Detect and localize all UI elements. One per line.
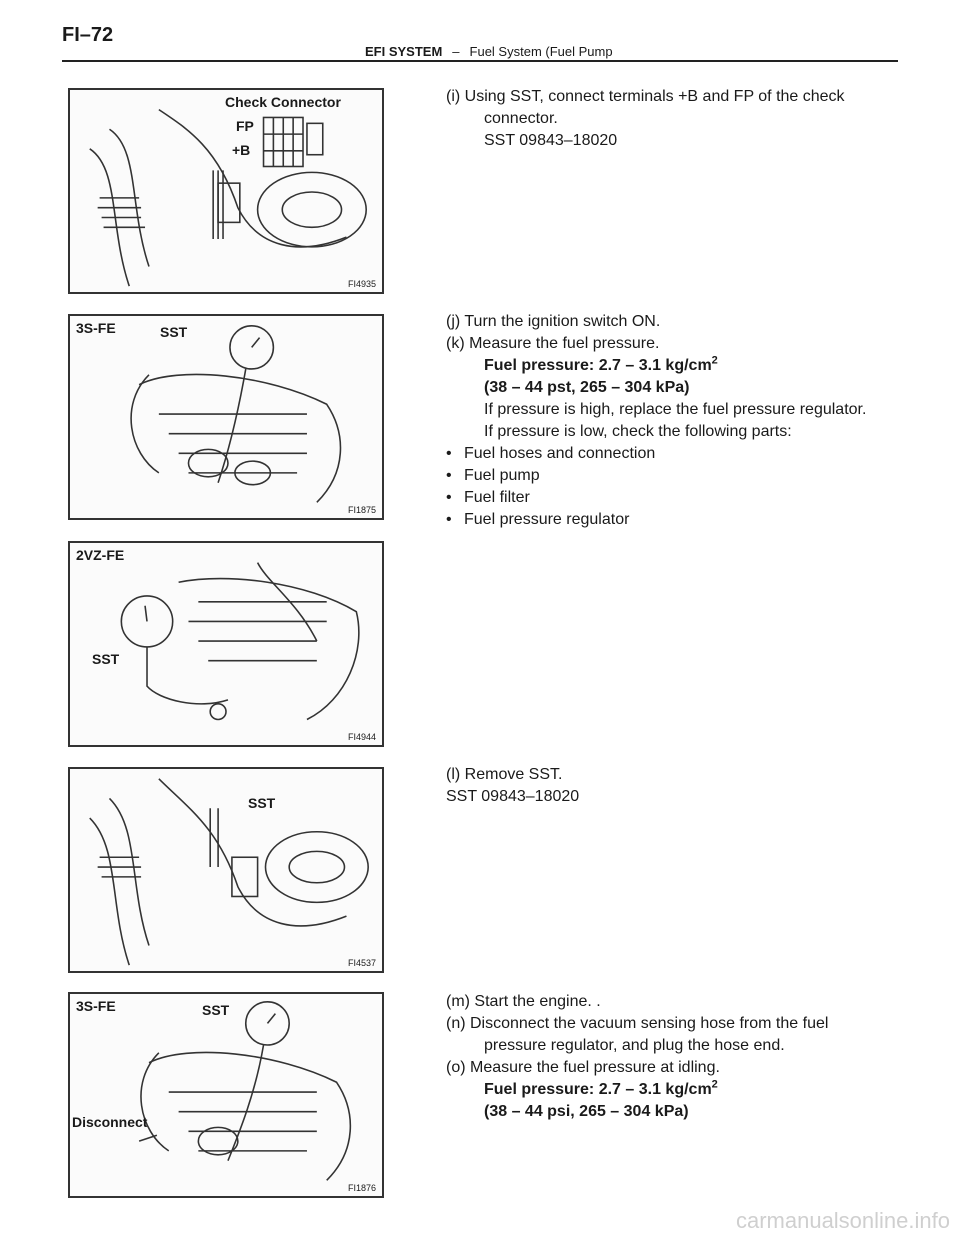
step-o-text: (o) Measure the fuel pressure at idling. (446, 1059, 720, 1076)
part-item (446, 487, 896, 509)
step-l-sst: SST 09843–18020 (446, 788, 580, 805)
figure-code: FI4935 (347, 279, 376, 289)
step-k-spec-value: Fuel pressure: 2.7 – 3.1 kg/cm (484, 357, 712, 374)
figure-3sfe-gauge (68, 314, 384, 520)
step-o-spec-value: Fuel pressure: 2.7 – 3.1 kg/cm (484, 1081, 712, 1098)
part-item-text: Fuel hoses and connection (464, 445, 656, 462)
step-m-text: (m) Start the engine. . (446, 993, 601, 1010)
step-k-high: If pressure is high, replace the fuel pressure regulator. (484, 401, 867, 418)
figure-3sfe-gauge-drawing (70, 316, 382, 518)
section-subtitle: Fuel System (Fuel Pump (469, 44, 613, 59)
steps-m-o (446, 991, 896, 1123)
figure-check-connector-drawing (70, 90, 382, 292)
step-o-spec-exponent: 2 (711, 1078, 718, 1091)
part-item (446, 443, 896, 465)
step-k-spec-exponent: 2 (711, 354, 718, 367)
step-j-text: (j) Turn the ignition switch ON. (446, 313, 661, 330)
step-k-low: If pressure is low, check the following parts: (484, 423, 792, 440)
step-i-sst: SST 09843–18020 (484, 132, 618, 149)
step-k-text: (k) Measure the fuel pressure. (446, 335, 660, 352)
label-fp: FP (236, 118, 254, 134)
label-check-connector: Check Connector (225, 94, 341, 110)
label-sst: SST (202, 1002, 230, 1018)
part-item-text: Fuel pump (464, 467, 540, 484)
step-k-spec (446, 355, 896, 377)
figure-code: FI4537 (347, 958, 376, 968)
label-engine-3sfe: 3S-FE (76, 320, 116, 336)
label-sst: SST (92, 651, 120, 667)
watermark: carmanualsonline.info (735, 1208, 950, 1233)
step-n-text-cont: pressure regulator, and plug the hose end. (484, 1037, 785, 1054)
label-plus-b: +B (232, 142, 251, 158)
figure-code: FI4944 (347, 732, 376, 742)
label-engine-3sfe: 3S-FE (76, 998, 116, 1014)
figure-code: FI1876 (347, 1183, 376, 1193)
figure-2vzfe-gauge (68, 541, 384, 747)
steps-j-k (446, 311, 896, 531)
step-o-spec (446, 1079, 896, 1101)
label-sst: SST (160, 324, 188, 340)
step-k-spec-alt: (38 – 44 pst, 265 – 304 kPa) (484, 379, 690, 396)
bullet-dot: • (446, 467, 452, 484)
figure-code: FI1875 (347, 505, 376, 515)
figure-check-connector (68, 88, 384, 294)
step-l-text: (l) Remove SST. (446, 766, 563, 783)
label-sst: SST (248, 795, 276, 811)
page-number: FI–72 (62, 24, 114, 46)
bullet-dot: • (446, 445, 452, 462)
step-l (446, 764, 896, 808)
section-name: EFI SYSTEM (365, 44, 443, 59)
step-n-text: (n) Disconnect the vacuum sensing hose from the fuel (446, 1015, 829, 1032)
figure-3sfe-disconnect (68, 992, 384, 1198)
step-i (446, 86, 896, 152)
step-i-text: (i) Using SST, connect terminals +B and FP of the check (446, 88, 845, 105)
header-separator: – (452, 44, 460, 59)
figure-remove-sst-drawing (70, 769, 382, 971)
label-disconnect: Disconnect (72, 1114, 148, 1130)
part-item (446, 509, 896, 531)
label-engine-2vzfe: 2VZ-FE (76, 547, 125, 563)
figure-2vzfe-gauge-drawing (70, 543, 382, 745)
header-title (365, 44, 613, 59)
bullet-dot: • (446, 489, 452, 506)
part-item-text: Fuel filter (464, 489, 530, 506)
figure-remove-sst (68, 767, 384, 973)
step-o-spec-alt: (38 – 44 psi, 265 – 304 kPa) (484, 1103, 689, 1120)
header-rule (62, 60, 898, 62)
step-i-text-cont: connector. (484, 110, 558, 127)
figure-3sfe-disconnect-drawing (70, 994, 382, 1196)
bullet-dot: • (446, 511, 452, 528)
part-item (446, 465, 896, 487)
part-item-text: Fuel pressure regulator (464, 511, 630, 528)
